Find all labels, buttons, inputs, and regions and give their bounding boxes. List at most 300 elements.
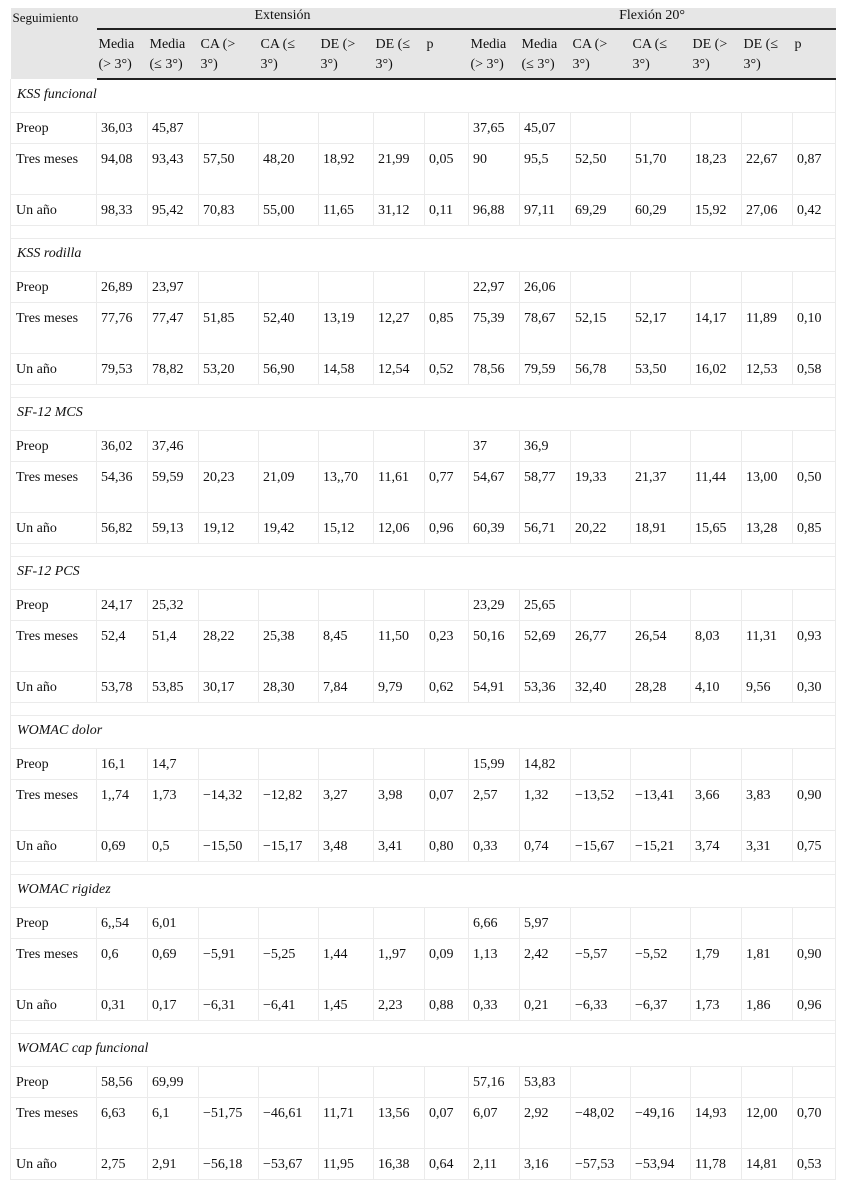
cell-ext-3: 19,42 <box>259 512 319 543</box>
cell-ext-2: 20,23 <box>199 461 259 512</box>
cell-ext-5: 12,27 <box>374 302 425 353</box>
cell-ext-0: 94,08 <box>97 143 148 194</box>
header-col-line1: CA (≤ <box>632 37 668 52</box>
cell-flex-0: 50,16 <box>469 620 520 671</box>
cell-flex-3: 28,28 <box>631 671 691 702</box>
header-col-line2: 3°) <box>743 57 761 72</box>
table-row <box>11 589 836 620</box>
cell-flex-3 <box>631 271 691 302</box>
table-row <box>11 112 836 143</box>
header-group-extension: Extensión <box>97 8 469 29</box>
cell-ext-2: 57,50 <box>199 143 259 194</box>
cell-flex-5 <box>742 907 793 938</box>
cell-ext-4 <box>319 589 374 620</box>
cell-ext-6: 0,09 <box>425 938 469 989</box>
cell-flex-1: 79,59 <box>520 353 571 384</box>
cell-ext-1: 6,01 <box>148 907 199 938</box>
section-title: WOMAC dolor <box>11 715 836 748</box>
header-col-line1: DE (≤ <box>375 37 411 52</box>
table-row <box>11 430 836 461</box>
cell-ext-6: 0,07 <box>425 779 469 830</box>
cell-flex-0: 78,56 <box>469 353 520 384</box>
cell-flex-0: 37 <box>469 430 520 461</box>
cell-ext-1: 77,47 <box>148 302 199 353</box>
cell-ext-4 <box>319 430 374 461</box>
section-spacer <box>11 702 836 715</box>
cell-ext-6: 0,88 <box>425 989 469 1020</box>
section-row <box>11 1033 836 1066</box>
cell-ext-2: −51,75 <box>199 1097 259 1148</box>
cell-ext-4: 3,27 <box>319 779 374 830</box>
cell-flex-4: 8,03 <box>691 620 742 671</box>
cell-ext-0: 36,03 <box>97 112 148 143</box>
cell-ext-3: 25,38 <box>259 620 319 671</box>
cell-ext-6 <box>425 748 469 779</box>
cell-flex-5 <box>742 748 793 779</box>
cell-ext-5: 2,23 <box>374 989 425 1020</box>
cell-flex-4 <box>691 907 742 938</box>
cell-ext-0: 36,02 <box>97 430 148 461</box>
cell-flex-1: 25,65 <box>520 589 571 620</box>
cell-flex-5: 14,81 <box>742 1148 793 1179</box>
cell-ext-3: −46,61 <box>259 1097 319 1148</box>
cell-ext-4: 14,58 <box>319 353 374 384</box>
cell-ext-1: 59,13 <box>148 512 199 543</box>
cell-ext-0: 56,82 <box>97 512 148 543</box>
cell-flex-0: 0,33 <box>469 989 520 1020</box>
cell-flex-6: 0,42 <box>793 194 836 225</box>
table-row <box>11 620 836 671</box>
cell-flex-6: 0,90 <box>793 938 836 989</box>
cell-ext-0: 58,56 <box>97 1066 148 1097</box>
cell-flex-4: 1,79 <box>691 938 742 989</box>
cell-flex-2 <box>571 112 631 143</box>
cell-flex-1: 56,71 <box>520 512 571 543</box>
row-label: Un año <box>11 194 97 225</box>
cell-flex-5: 12,00 <box>742 1097 793 1148</box>
cell-flex-4: 15,65 <box>691 512 742 543</box>
cell-flex-2: 32,40 <box>571 671 631 702</box>
cell-flex-6: 0,53 <box>793 1148 836 1179</box>
cell-flex-4 <box>691 271 742 302</box>
cell-flex-6 <box>793 430 836 461</box>
cell-ext-3 <box>259 271 319 302</box>
cell-ext-3 <box>259 1066 319 1097</box>
cell-flex-0: 23,29 <box>469 589 520 620</box>
cell-ext-4 <box>319 1066 374 1097</box>
cell-ext-5: 12,06 <box>374 512 425 543</box>
cell-flex-3 <box>631 589 691 620</box>
cell-flex-6 <box>793 589 836 620</box>
cell-ext-1: 95,42 <box>148 194 199 225</box>
cell-flex-1: 36,9 <box>520 430 571 461</box>
row-label: Preop <box>11 1066 97 1097</box>
cell-ext-5: 3,41 <box>374 830 425 861</box>
cell-flex-1: 26,06 <box>520 271 571 302</box>
cell-ext-5 <box>374 1066 425 1097</box>
row-label: Tres meses <box>11 302 97 353</box>
cell-ext-4: 3,48 <box>319 830 374 861</box>
row-label: Preop <box>11 112 97 143</box>
cell-ext-2: 30,17 <box>199 671 259 702</box>
cell-ext-6: 0,11 <box>425 194 469 225</box>
cell-flex-6: 0,50 <box>793 461 836 512</box>
cell-flex-6: 0,10 <box>793 302 836 353</box>
table-row <box>11 512 836 543</box>
cell-ext-4: 11,71 <box>319 1097 374 1148</box>
cell-ext-4: 1,44 <box>319 938 374 989</box>
cell-ext-4: 11,65 <box>319 194 374 225</box>
cell-flex-2: 52,15 <box>571 302 631 353</box>
row-label: Preop <box>11 430 97 461</box>
cell-ext-6 <box>425 271 469 302</box>
cell-flex-0: 60,39 <box>469 512 520 543</box>
cell-ext-2 <box>199 112 259 143</box>
cell-ext-5: 1,,97 <box>374 938 425 989</box>
cell-flex-6 <box>793 271 836 302</box>
cell-flex-6 <box>793 1066 836 1097</box>
row-label: Un año <box>11 671 97 702</box>
cell-flex-0: 6,66 <box>469 907 520 938</box>
header-col-line1: Media <box>98 37 135 52</box>
cell-flex-0: 6,07 <box>469 1097 520 1148</box>
cell-ext-3: 48,20 <box>259 143 319 194</box>
header-col-line2: 3°) <box>320 57 338 72</box>
cell-ext-5: 16,38 <box>374 1148 425 1179</box>
spacer-cell <box>11 1020 836 1033</box>
cell-flex-6: 0,87 <box>793 143 836 194</box>
table-row <box>11 938 836 989</box>
header-col-line2: (≤ 3°) <box>521 57 555 72</box>
cell-flex-4 <box>691 430 742 461</box>
cell-flex-1: 97,11 <box>520 194 571 225</box>
cell-ext-1: 59,59 <box>148 461 199 512</box>
section-spacer <box>11 1020 836 1033</box>
cell-flex-3: 60,29 <box>631 194 691 225</box>
cell-flex-1: 14,82 <box>520 748 571 779</box>
cell-flex-6: 0,90 <box>793 779 836 830</box>
row-label: Tres meses <box>11 779 97 830</box>
cell-flex-5 <box>742 430 793 461</box>
results-table <box>10 8 836 1180</box>
cell-flex-5 <box>742 271 793 302</box>
cell-ext-1: 1,73 <box>148 779 199 830</box>
cell-flex-2 <box>571 271 631 302</box>
section-title: KSS rodilla <box>11 238 836 271</box>
cell-flex-2: 69,29 <box>571 194 631 225</box>
cell-flex-2: 26,77 <box>571 620 631 671</box>
cell-flex-1: 53,83 <box>520 1066 571 1097</box>
cell-ext-4: 13,,70 <box>319 461 374 512</box>
cell-flex-3 <box>631 112 691 143</box>
header-col-ext-1 <box>148 29 199 79</box>
cell-flex-5: 1,86 <box>742 989 793 1020</box>
cell-flex-3: 26,54 <box>631 620 691 671</box>
cell-flex-2: 56,78 <box>571 353 631 384</box>
cell-flex-5: 12,53 <box>742 353 793 384</box>
cell-flex-4: 14,17 <box>691 302 742 353</box>
header-col-flex-6 <box>793 29 836 79</box>
cell-flex-4: 18,23 <box>691 143 742 194</box>
header-col-flex-1 <box>520 29 571 79</box>
cell-flex-2: 19,33 <box>571 461 631 512</box>
cell-ext-1: 0,17 <box>148 989 199 1020</box>
cell-ext-4: 7,84 <box>319 671 374 702</box>
cell-flex-6 <box>793 748 836 779</box>
cell-flex-0: 54,67 <box>469 461 520 512</box>
cell-ext-3: 52,40 <box>259 302 319 353</box>
cell-ext-6: 0,64 <box>425 1148 469 1179</box>
cell-ext-1: 51,4 <box>148 620 199 671</box>
cell-ext-5 <box>374 430 425 461</box>
header-group-flexion: Flexión 20° <box>469 8 836 29</box>
cell-ext-1: 93,43 <box>148 143 199 194</box>
table-row <box>11 1066 836 1097</box>
cell-ext-5: 9,79 <box>374 671 425 702</box>
section-row <box>11 715 836 748</box>
cell-flex-6: 0,75 <box>793 830 836 861</box>
cell-ext-3: −53,67 <box>259 1148 319 1179</box>
row-label: Tres meses <box>11 143 97 194</box>
section-row <box>11 397 836 430</box>
header-col-line2: 3°) <box>200 57 218 72</box>
cell-ext-5 <box>374 748 425 779</box>
row-label: Tres meses <box>11 938 97 989</box>
cell-ext-2 <box>199 430 259 461</box>
cell-ext-0: 0,31 <box>97 989 148 1020</box>
cell-flex-3 <box>631 1066 691 1097</box>
cell-flex-2: −5,57 <box>571 938 631 989</box>
section-row <box>11 238 836 271</box>
table-row <box>11 461 836 512</box>
header-col-line2: (> 3°) <box>470 57 504 72</box>
cell-ext-0: 24,17 <box>97 589 148 620</box>
row-label: Preop <box>11 907 97 938</box>
header-col-line2: 3°) <box>632 57 650 72</box>
header-col-line1: p <box>794 37 802 52</box>
cell-ext-0: 79,53 <box>97 353 148 384</box>
cell-flex-1: 95,5 <box>520 143 571 194</box>
cell-ext-5: 11,50 <box>374 620 425 671</box>
cell-flex-4: 11,44 <box>691 461 742 512</box>
cell-flex-0: 1,13 <box>469 938 520 989</box>
cell-ext-5: 3,98 <box>374 779 425 830</box>
table-row <box>11 671 836 702</box>
cell-ext-6: 0,96 <box>425 512 469 543</box>
cell-flex-2: −15,67 <box>571 830 631 861</box>
cell-ext-6: 0,23 <box>425 620 469 671</box>
cell-flex-2 <box>571 589 631 620</box>
cell-flex-1: 2,92 <box>520 1097 571 1148</box>
cell-ext-4 <box>319 907 374 938</box>
cell-ext-0: 53,78 <box>97 671 148 702</box>
cell-flex-5: 1,81 <box>742 938 793 989</box>
header-col-line1: CA (≤ <box>260 37 296 52</box>
row-label: Preop <box>11 589 97 620</box>
cell-flex-0: 75,39 <box>469 302 520 353</box>
cell-flex-2: −48,02 <box>571 1097 631 1148</box>
cell-flex-1: 52,69 <box>520 620 571 671</box>
spacer-cell <box>11 861 836 874</box>
cell-flex-1: 2,42 <box>520 938 571 989</box>
header-col-ext-5 <box>374 29 425 79</box>
cell-ext-0: 26,89 <box>97 271 148 302</box>
cell-flex-4: 4,10 <box>691 671 742 702</box>
row-label: Un año <box>11 353 97 384</box>
cell-ext-5 <box>374 112 425 143</box>
cell-ext-2: −5,91 <box>199 938 259 989</box>
cell-ext-3 <box>259 748 319 779</box>
cell-flex-1: 0,74 <box>520 830 571 861</box>
header-col-line2: 3°) <box>572 57 590 72</box>
cell-flex-5: 27,06 <box>742 194 793 225</box>
header-col-line2: (> 3°) <box>98 57 132 72</box>
cell-ext-3: 55,00 <box>259 194 319 225</box>
cell-flex-2: −6,33 <box>571 989 631 1020</box>
cell-ext-1: 0,5 <box>148 830 199 861</box>
table-header <box>11 8 836 79</box>
cell-ext-6 <box>425 1066 469 1097</box>
header-col-ext-0 <box>97 29 148 79</box>
cell-ext-5 <box>374 271 425 302</box>
cell-ext-4 <box>319 271 374 302</box>
spacer-cell <box>11 543 836 556</box>
cell-ext-0: 1,,74 <box>97 779 148 830</box>
cell-flex-1: 0,21 <box>520 989 571 1020</box>
cell-ext-0: 54,36 <box>97 461 148 512</box>
header-col-flex-0 <box>469 29 520 79</box>
header-col-line2: 3°) <box>692 57 710 72</box>
cell-ext-3 <box>259 430 319 461</box>
header-col-ext-3 <box>259 29 319 79</box>
cell-flex-4: 3,74 <box>691 830 742 861</box>
cell-ext-3: −6,41 <box>259 989 319 1020</box>
section-row <box>11 556 836 589</box>
cell-ext-6: 0,52 <box>425 353 469 384</box>
cell-ext-2 <box>199 1066 259 1097</box>
cell-ext-6 <box>425 112 469 143</box>
cell-flex-5: 13,00 <box>742 461 793 512</box>
cell-flex-2 <box>571 430 631 461</box>
cell-ext-5: 13,56 <box>374 1097 425 1148</box>
cell-flex-6: 0,96 <box>793 989 836 1020</box>
cell-flex-2 <box>571 748 631 779</box>
cell-flex-0: 15,99 <box>469 748 520 779</box>
cell-flex-0: 22,97 <box>469 271 520 302</box>
cell-flex-3 <box>631 907 691 938</box>
cell-ext-6: 0,05 <box>425 143 469 194</box>
cell-ext-2: −6,31 <box>199 989 259 1020</box>
cell-ext-0: 6,,54 <box>97 907 148 938</box>
table-row <box>11 1097 836 1148</box>
cell-ext-4: 11,95 <box>319 1148 374 1179</box>
row-label: Un año <box>11 512 97 543</box>
cell-ext-6: 0,07 <box>425 1097 469 1148</box>
cell-flex-0: 37,65 <box>469 112 520 143</box>
cell-ext-1: 23,97 <box>148 271 199 302</box>
cell-flex-6 <box>793 112 836 143</box>
cell-flex-5: 11,89 <box>742 302 793 353</box>
table-row <box>11 194 836 225</box>
cell-ext-2: 53,20 <box>199 353 259 384</box>
cell-flex-4: 16,02 <box>691 353 742 384</box>
section-row <box>11 874 836 907</box>
cell-ext-2 <box>199 271 259 302</box>
row-label: Tres meses <box>11 620 97 671</box>
cell-flex-3: −15,21 <box>631 830 691 861</box>
cell-ext-3: −5,25 <box>259 938 319 989</box>
table-row <box>11 271 836 302</box>
cell-flex-5: 11,31 <box>742 620 793 671</box>
cell-flex-2 <box>571 1066 631 1097</box>
cell-flex-2: 52,50 <box>571 143 631 194</box>
cell-flex-2: −13,52 <box>571 779 631 830</box>
section-title: WOMAC cap funcional <box>11 1033 836 1066</box>
header-col-flex-5 <box>742 29 793 79</box>
cell-flex-1: 5,97 <box>520 907 571 938</box>
cell-ext-2 <box>199 589 259 620</box>
cell-ext-5: 21,99 <box>374 143 425 194</box>
cell-flex-4 <box>691 112 742 143</box>
section-row <box>11 79 836 112</box>
cell-flex-0: 96,88 <box>469 194 520 225</box>
cell-ext-2: 70,83 <box>199 194 259 225</box>
cell-flex-2 <box>571 907 631 938</box>
cell-ext-0: 16,1 <box>97 748 148 779</box>
cell-flex-5: 22,67 <box>742 143 793 194</box>
table-row <box>11 143 836 194</box>
cell-ext-3 <box>259 589 319 620</box>
header-col-flex-3 <box>631 29 691 79</box>
cell-ext-3: 21,09 <box>259 461 319 512</box>
cell-flex-1: 53,36 <box>520 671 571 702</box>
header-col-line1: DE (> <box>692 37 728 52</box>
row-label: Tres meses <box>11 1097 97 1148</box>
header-col-flex-4 <box>691 29 742 79</box>
header-col-ext-2 <box>199 29 259 79</box>
cell-ext-1: 37,46 <box>148 430 199 461</box>
spacer-cell <box>11 384 836 397</box>
cell-flex-6: 0,85 <box>793 512 836 543</box>
row-label: Un año <box>11 1148 97 1179</box>
cell-ext-4 <box>319 112 374 143</box>
header-col-line1: DE (≤ <box>743 37 779 52</box>
row-label: Preop <box>11 748 97 779</box>
cell-ext-0: 0,69 <box>97 830 148 861</box>
cell-flex-6: 0,93 <box>793 620 836 671</box>
cell-flex-0: 57,16 <box>469 1066 520 1097</box>
cell-ext-0: 6,63 <box>97 1097 148 1148</box>
table-row <box>11 779 836 830</box>
cell-ext-2: −14,32 <box>199 779 259 830</box>
cell-ext-6: 0,62 <box>425 671 469 702</box>
section-spacer <box>11 225 836 238</box>
cell-ext-3: −12,82 <box>259 779 319 830</box>
header-col-line1: CA (> <box>572 37 608 52</box>
cell-flex-4 <box>691 748 742 779</box>
cell-flex-0: 2,11 <box>469 1148 520 1179</box>
section-spacer <box>11 543 836 556</box>
cell-ext-2: −15,50 <box>199 830 259 861</box>
cell-ext-2: 19,12 <box>199 512 259 543</box>
cell-ext-1: 2,91 <box>148 1148 199 1179</box>
cell-ext-2: 51,85 <box>199 302 259 353</box>
cell-ext-0: 52,4 <box>97 620 148 671</box>
cell-flex-1: 45,07 <box>520 112 571 143</box>
cell-flex-3: −49,16 <box>631 1097 691 1148</box>
header-col-line1: CA (> <box>200 37 236 52</box>
cell-flex-1: 1,32 <box>520 779 571 830</box>
